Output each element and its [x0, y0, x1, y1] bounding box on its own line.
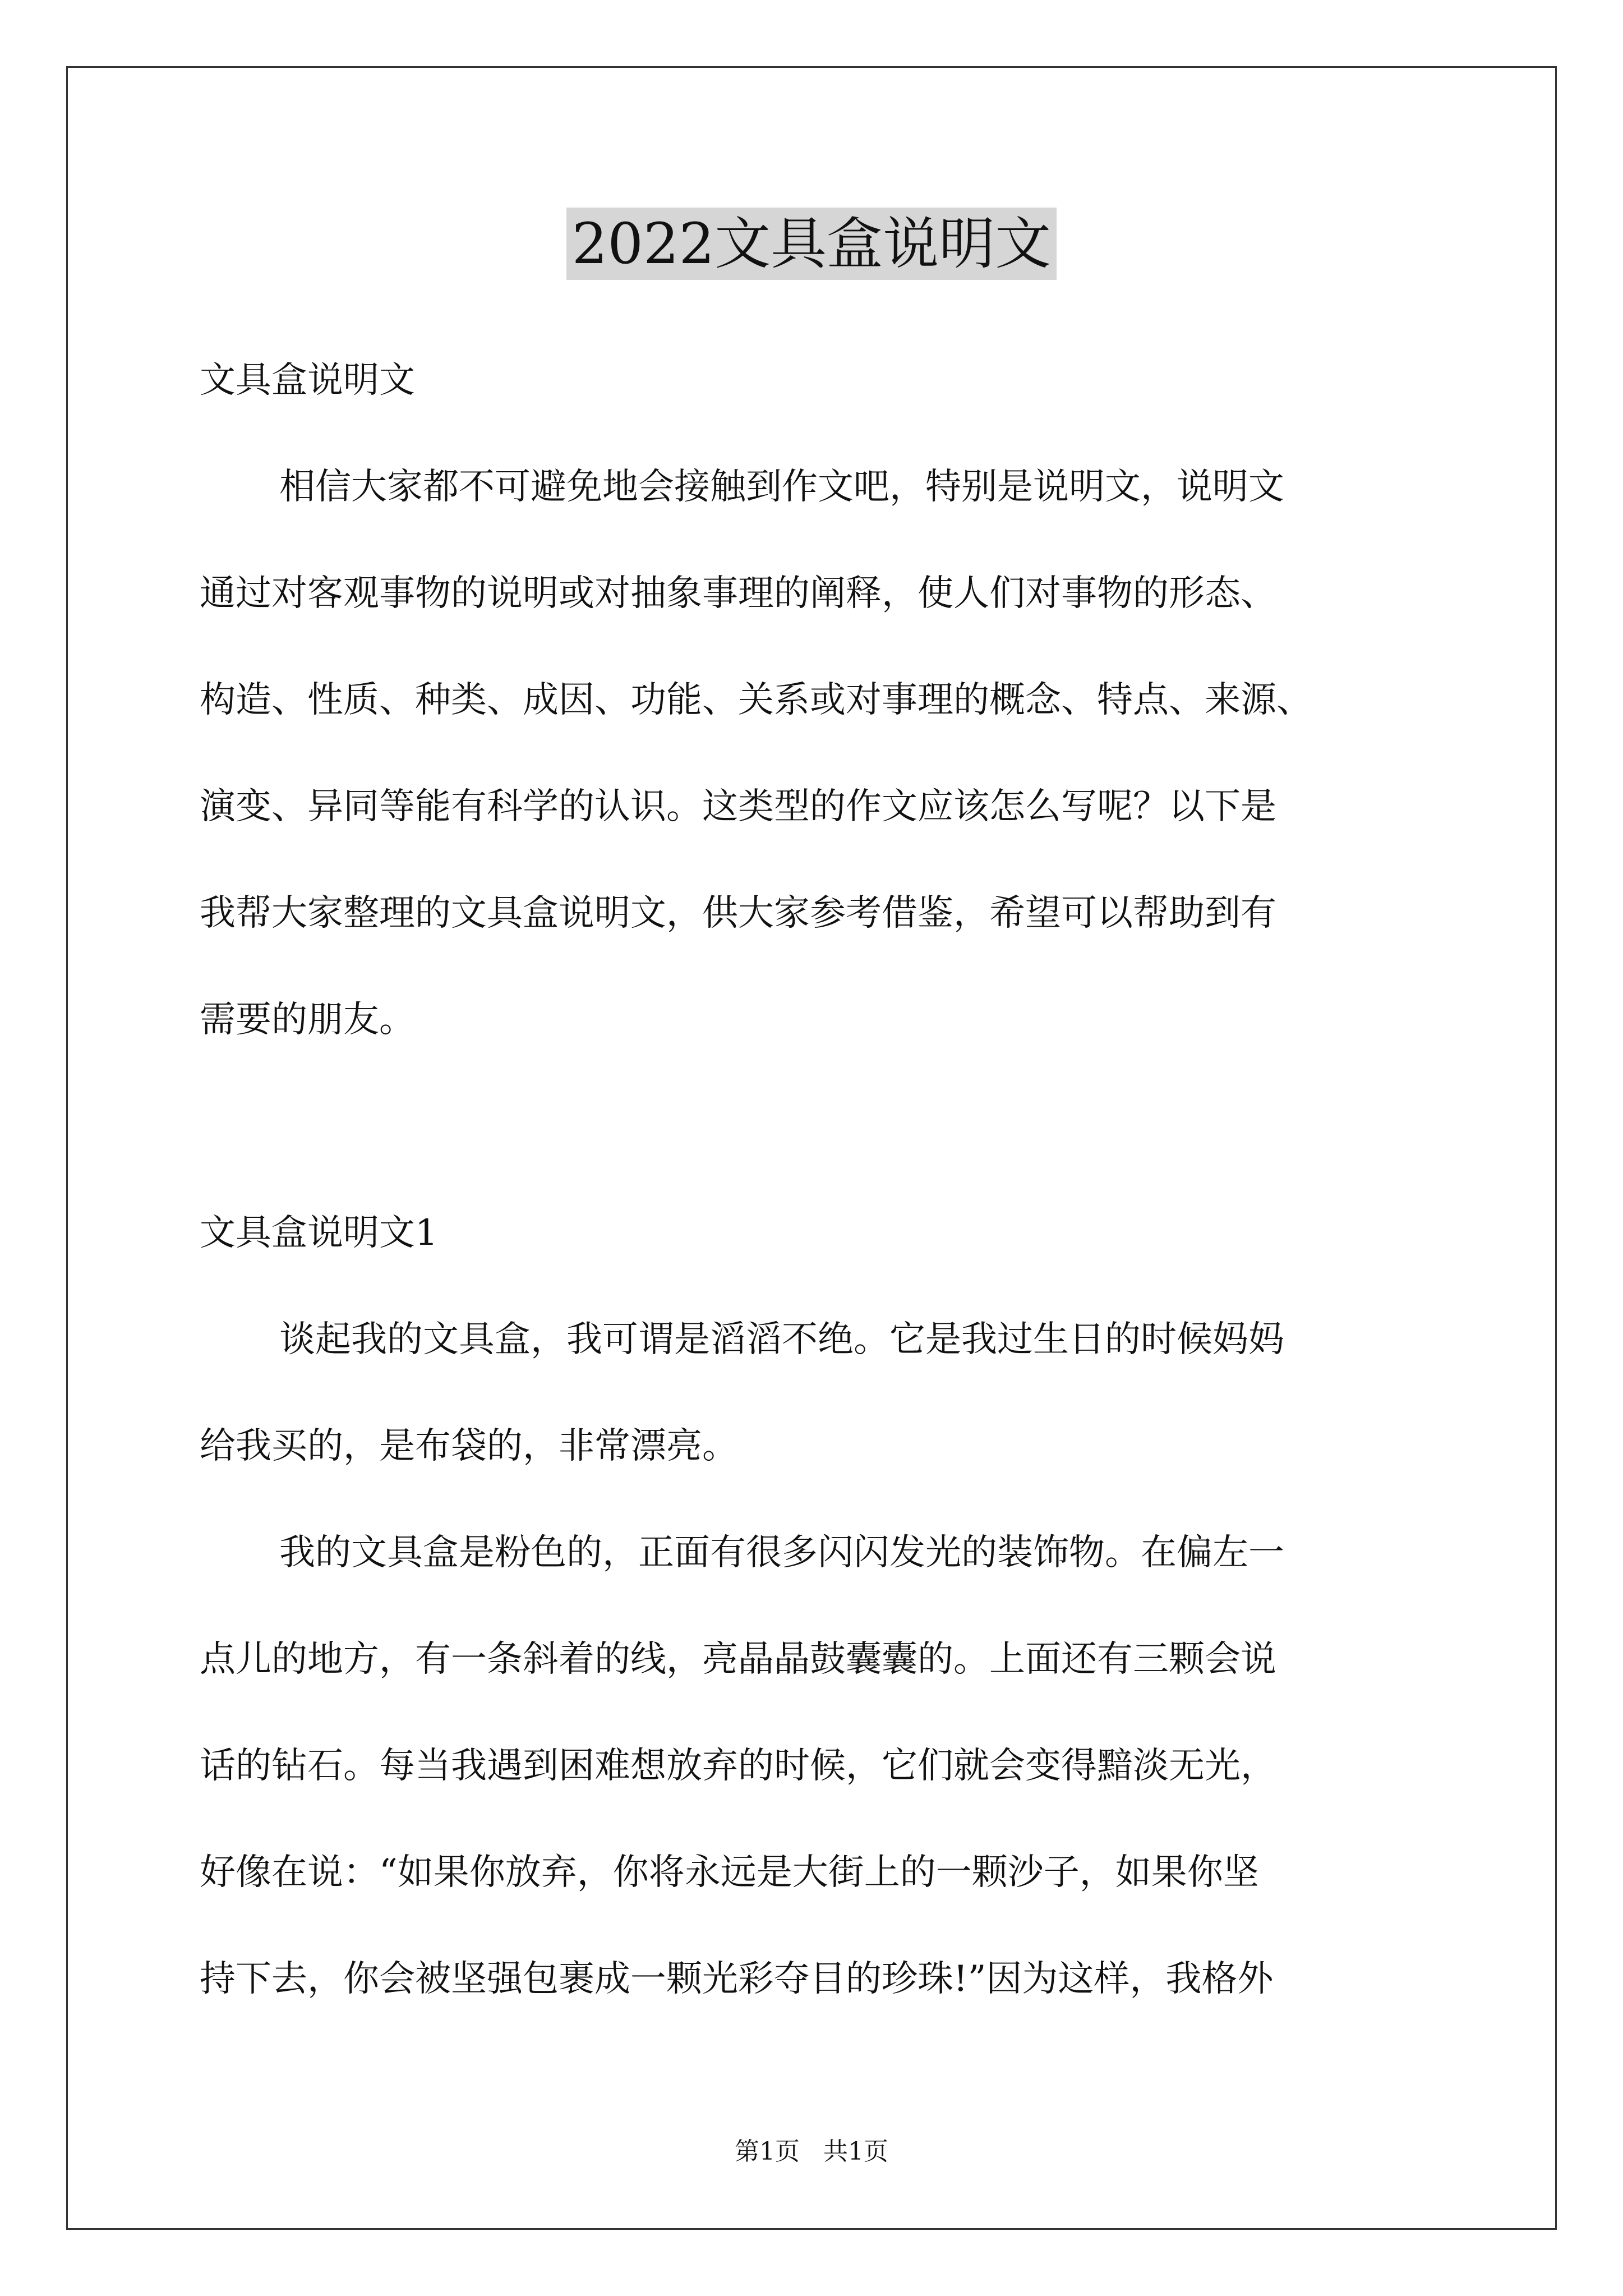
- paragraph-line: 谈起我的文具盒，我可谓是滔滔不绝。它是我过生日的时候妈妈: [279, 1319, 1284, 1360]
- paragraph-line: 需要的朋友。: [200, 999, 415, 1041]
- paragraph-line: 演变、异同等能有科学的认识。这类型的作文应该怎么写呢？以下是: [200, 786, 1276, 827]
- page-number: 第1页 共1页: [735, 2137, 888, 2166]
- paragraph-line: 构造、性质、种类、成因、功能、关系或对事理的概念、特点、来源、: [200, 679, 1312, 721]
- paragraph-line: 通过对客观事物的说明或对抽象事理的阐释，使人们对事物的形态、: [200, 573, 1276, 614]
- paragraph-line: 我的文具盒是粉色的，正面有很多闪闪发光的装饰物。在偏左一: [279, 1532, 1284, 1573]
- subtitle-line: 文具盒说明文: [200, 360, 415, 401]
- paragraph-line: 相信大家都不可避免地会接触到作文吧，特别是说明文，说明文: [279, 466, 1284, 508]
- document-title: [0, 208, 1623, 280]
- section-heading: 文具盒说明文1: [200, 1212, 438, 1254]
- paragraph-line: 给我买的，是布袋的，非常漂亮。: [200, 1425, 738, 1467]
- paragraph-line: 点儿的地方，有一条斜着的线，亮晶晶鼓囊囊的。上面还有三颗会说: [200, 1639, 1276, 1680]
- paragraph-line: 持下去，你会被坚强包裹成一颗光彩夺目的珍珠!”因为这样，我格外: [200, 1958, 1274, 2000]
- paragraph-line: 话的钻石。每当我遇到困难想放弃的时候，它们就会变得黯淡无光，: [200, 1745, 1276, 1787]
- document-title-text: 2022文具盒说明文: [566, 208, 1057, 280]
- paragraph-line: 我帮大家整理的文具盒说明文，供大家参考借鉴，希望可以帮助到有: [200, 892, 1276, 934]
- paragraph-line: 好像在说：“如果你放弃，你将永远是大街上的一颗沙子，如果你坚: [200, 1852, 1259, 1893]
